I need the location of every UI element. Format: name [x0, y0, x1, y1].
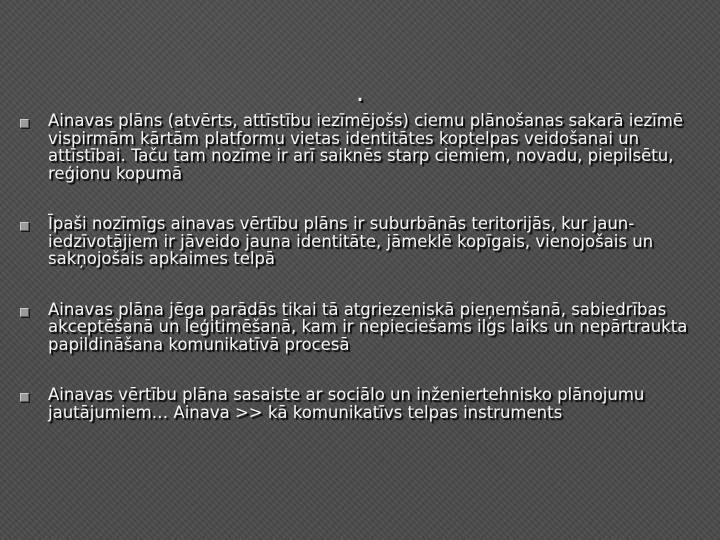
bullet-text: Ainavas plāns (atvērts, attīstību iezīmējošs) ciemu plānošanas sakarā iezīmē vispirmām kārtām platformu vietas identitātes koptelpas veidošanai un attīstībai. Taču tam nozīme ir arī saiknēs starp ciemiem, novadu, piepilsētu, reģionu kopumā — [48, 111, 683, 183]
bullet-text: Īpaši nozīmīgs ainavas vērtību plāns ir suburbānās teritorijās, kur jaun-iedzīvotājiem ir jāveido jauna identitāte, jāmeklē kopīgais, vienojošais un sakņojošais apkaimes telpā — [48, 214, 654, 268]
bullet-text: Ainavas plāna jēga parādās tikai tā atgriezeniskā pieņemšanā, sabiedrības akceptēšanā un leģitimēšanā, kam ir nepieciešams ilgs laiks un nepārtraukta papildināšana komunikatīvā procesā — [48, 299, 688, 354]
square-bullet-icon — [20, 393, 29, 402]
square-bullet-icon — [20, 119, 29, 128]
bullet-item — [20, 386, 710, 421]
square-bullet-icon — [20, 222, 29, 231]
bullet-item — [20, 215, 710, 268]
bullet-item — [20, 112, 710, 182]
bullet-list — [20, 112, 710, 454]
square-bullet-icon — [20, 308, 29, 317]
bullet-text: Ainavas vērtību plāna sasaiste ar sociālo un inženiertehnisko plānojumu jautājumiem… Ainava >> kā komunikatīvs telpas instruments — [48, 385, 645, 422]
bullet-item — [20, 301, 710, 354]
slide-title: . — [355, 78, 365, 108]
